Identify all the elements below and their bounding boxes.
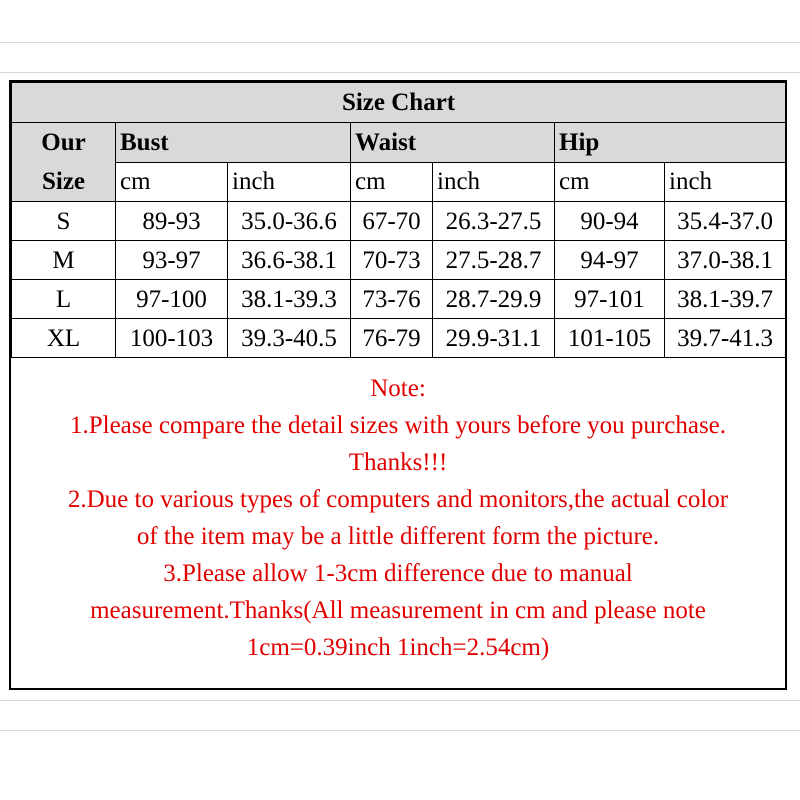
value-cell: 28.7-29.9 <box>433 280 555 319</box>
size-table <box>11 82 786 358</box>
sheet-gridline <box>0 42 800 43</box>
unit-header: cm <box>555 162 665 202</box>
value-cell: 35.4-37.0 <box>665 202 786 241</box>
value-cell: 39.3-40.5 <box>228 319 351 358</box>
value-cell: 26.3-27.5 <box>433 202 555 241</box>
our-size-line2: Size <box>41 168 86 195</box>
size-cell: M <box>12 241 116 280</box>
our-size-header <box>12 123 116 202</box>
table-row <box>12 202 786 241</box>
unit-header: inch <box>665 162 786 202</box>
note-line: 1cm=0.39inch 1inch=2.54cm) <box>246 634 550 661</box>
value-cell: 101-105 <box>555 319 665 358</box>
size-cell: L <box>12 280 116 319</box>
value-cell: 27.5-28.7 <box>433 241 555 280</box>
note-block <box>11 370 785 666</box>
unit-header: cm <box>116 162 228 202</box>
unit-header: cm <box>351 162 433 202</box>
note-line: 2.Due to various types of computers and monitors,the actual color <box>67 486 729 513</box>
note-heading: Note: <box>370 375 426 402</box>
table-row <box>12 241 786 280</box>
hip-header: Hip <box>555 123 786 163</box>
value-cell: 38.1-39.3 <box>228 280 351 319</box>
note-line: Thanks!!! <box>348 449 448 476</box>
value-cell: 89-93 <box>116 202 228 241</box>
sheet-gridline <box>0 730 800 731</box>
value-cell: 93-97 <box>116 241 228 280</box>
size-chart <box>9 80 787 690</box>
value-cell: 76-79 <box>351 319 433 358</box>
table-row <box>12 280 786 319</box>
unit-header-row <box>12 162 786 202</box>
sheet-gridline <box>0 72 800 73</box>
value-cell: 38.1-39.7 <box>665 280 786 319</box>
value-cell: 97-101 <box>555 280 665 319</box>
value-cell: 94-97 <box>555 241 665 280</box>
value-cell: 39.7-41.3 <box>665 319 786 358</box>
bust-header: Bust <box>116 123 351 163</box>
sheet-gridline <box>0 700 800 701</box>
size-cell: XL <box>12 319 116 358</box>
value-cell: 67-70 <box>351 202 433 241</box>
table-row <box>12 319 786 358</box>
value-cell: 35.0-36.6 <box>228 202 351 241</box>
value-cell: 29.9-31.1 <box>433 319 555 358</box>
value-cell: 36.6-38.1 <box>228 241 351 280</box>
waist-header: Waist <box>351 123 555 163</box>
value-cell: 97-100 <box>116 280 228 319</box>
our-size-line1: Our <box>41 129 86 156</box>
unit-header: inch <box>228 162 351 202</box>
group-header-row <box>12 123 786 163</box>
note-line: 1.Please compare the detail sizes with yours before you purchase. <box>69 412 727 439</box>
value-cell: 100-103 <box>116 319 228 358</box>
title-row <box>12 83 786 123</box>
note-line: measurement.Thanks(All measurement in cm and please note <box>90 597 706 624</box>
size-cell: S <box>12 202 116 241</box>
note-line: 3.Please allow 1-3cm difference due to manual <box>163 560 633 587</box>
value-cell: 90-94 <box>555 202 665 241</box>
value-cell: 73-76 <box>351 280 433 319</box>
note-line: of the item may be a little different form the picture. <box>136 523 660 550</box>
value-cell: 70-73 <box>351 241 433 280</box>
unit-header: inch <box>433 162 555 202</box>
chart-title: Size Chart <box>12 83 786 123</box>
value-cell: 37.0-38.1 <box>665 241 786 280</box>
